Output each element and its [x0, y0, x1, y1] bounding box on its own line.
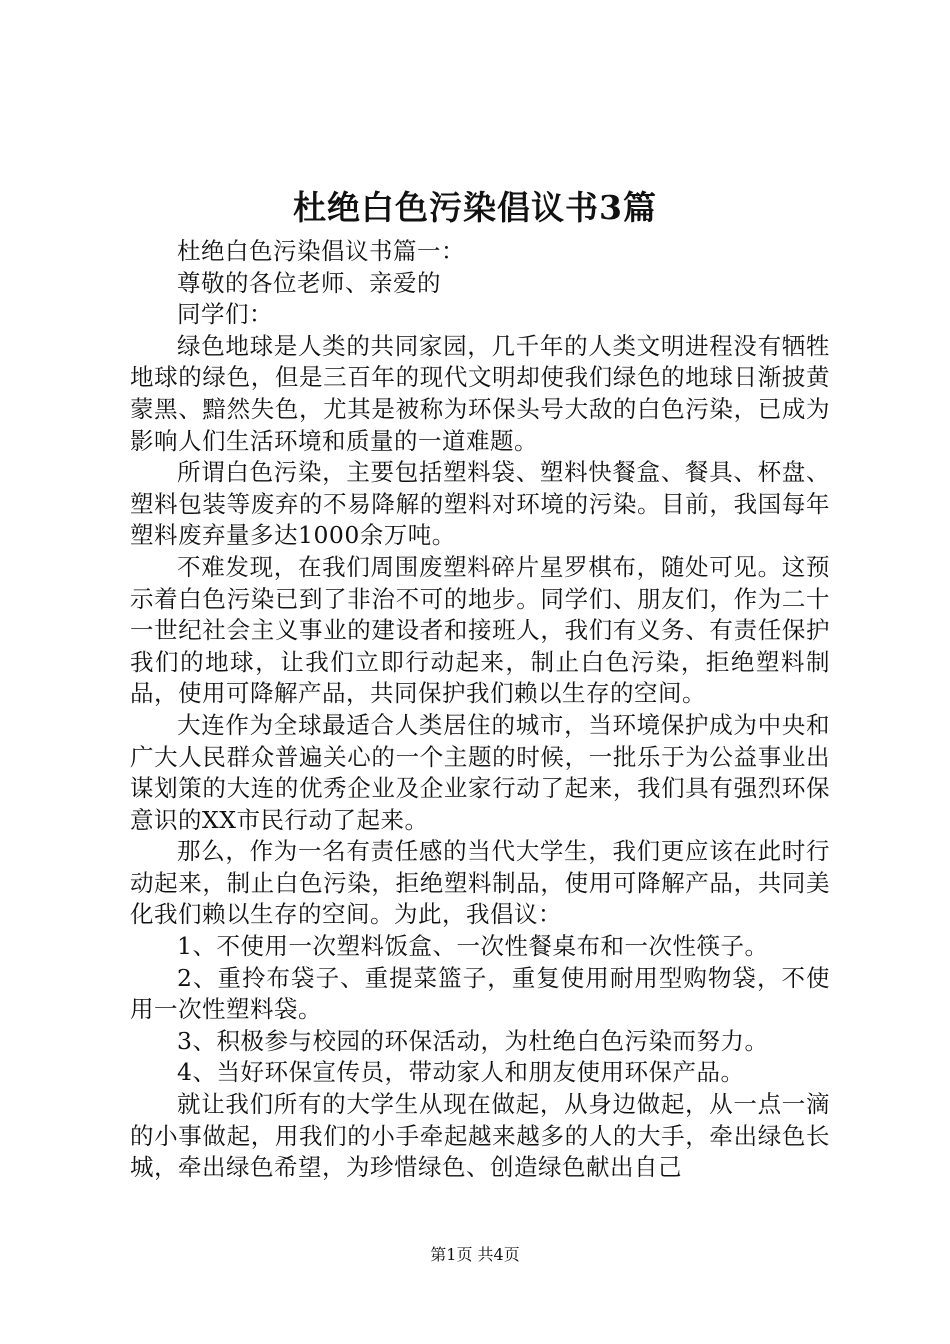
paragraph: 尊敬的各位老师、亲爱的 — [177, 268, 441, 297]
paragraph: 大连作为全球最适合人类居住的城市，当环境保护成为中央和广大人民群众普遍关心的一个主题的时候，一批乐于为公益事业出谋划策的大连的优秀企业及企业家行动了起来，我们具有强烈环保意识的XX市民行动了起来。 — [130, 710, 830, 834]
page-footer: 第1页 共4页 — [430, 1245, 520, 1264]
list-item: 2、重拎布袋子、重提菜篮子，重复使用耐用型购物袋，不使用一次性塑料袋。 — [130, 963, 830, 1024]
paragraph: 所谓白色污染，主要包括塑料袋、塑料快餐盒、餐具、杯盘、塑料包装等废弃的不易降解的塑料对环境的污染。目前，我国每年塑料废弃量多达1000余万吨。 — [130, 458, 830, 550]
paragraph: 绿色地球是人类的共同家园，几千年的人类文明进程没有牺牲地球的绿色，但是三百年的现代文明却使我们绿色的地球日渐披黄蒙黑、黯然失色，尤其是被称为环保头号大敌的白色污染，已成为影响人们生活环境和质量的一道难题。 — [130, 331, 830, 455]
paragraph: 那么，作为一名有责任感的当代大学生，我们更应该在此时行动起来，制止白色污染，拒绝塑料制品，使用可降解产品，共同美化我们赖以生存的空间。为此，我倡议： — [130, 837, 830, 929]
paragraph: 就让我们所有的大学生从现在做起，从身边做起，从一点一滴的小事做起，用我们的小手牵起越来越多的人的大手，牵出绿色长城，牵出绿色希望，为珍惜绿色、创造绿色献出自己 — [130, 1090, 830, 1182]
paragraph: 不难发现，在我们周围废塑料碎片星罗棋布，随处可见。这预示着白色污染已到了非治不可的地步。同学们、朋友们，作为二十一世纪社会主义事业的建设者和接班人，我们有义务、有责任保护我们的地球，让我们立即行动起来，制止白色污染，拒绝塑料制品，使用可降解产品，共同保护我们赖以生存的空间。 — [130, 552, 830, 708]
list-item: 4、当好环保宣传员，带动家人和朋友使用环保产品。 — [177, 1058, 745, 1087]
paragraph: 杜绝白色污染倡议书篇一： — [177, 237, 465, 265]
paragraph: 同学们： — [177, 300, 273, 329]
document-title: 杜绝白色污染倡议书3篇 — [293, 188, 657, 227]
document-body — [130, 236, 830, 1184]
list-item: 3、积极参与校园的环保活动，为杜绝白色污染而努力。 — [177, 1026, 769, 1055]
list-item: 1、不使用一次塑料饭盒、一次性餐桌布和一次性筷子。 — [177, 932, 769, 961]
